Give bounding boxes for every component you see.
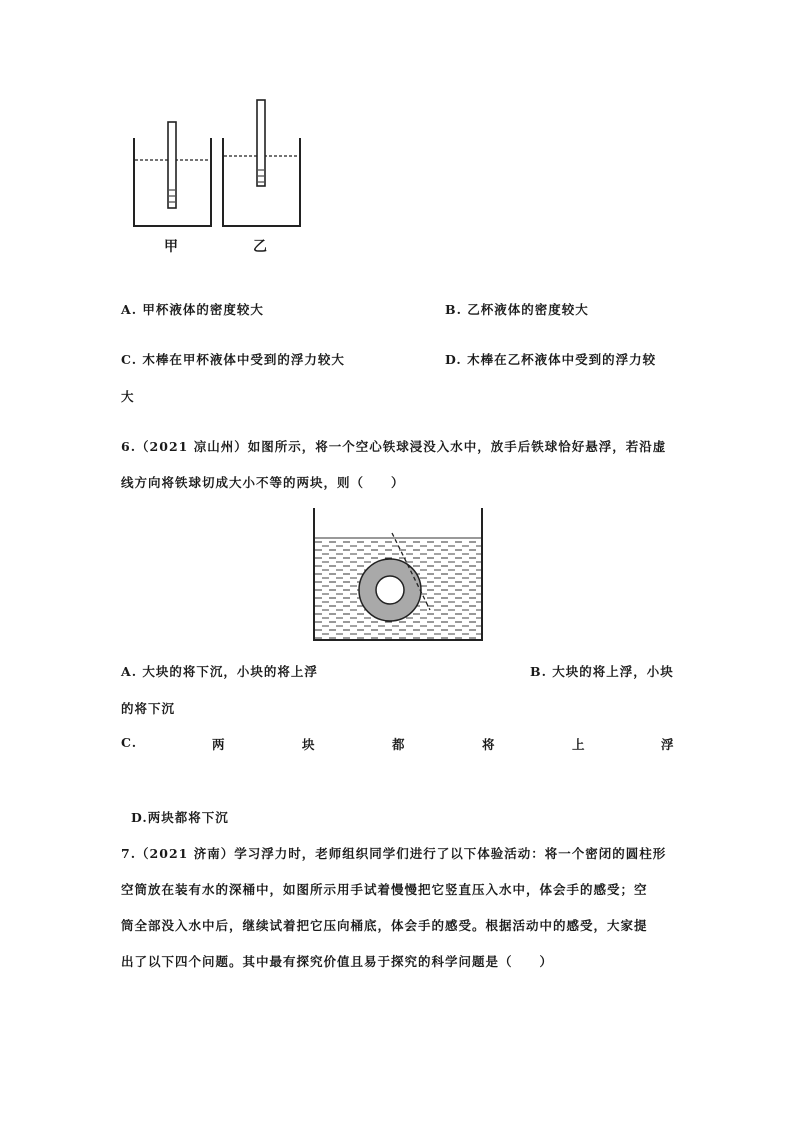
q6-option-c-char: 将 — [482, 737, 496, 752]
q7-stem-line3: 筒全部没入水中后，继续试着把它压向桶底，体会手的感受。根据活动中的感受，大家提 — [121, 918, 648, 933]
q6-option-c-char: 都 — [392, 737, 406, 752]
q6-option-c-char: 块 — [302, 737, 316, 752]
q6-option-c-char: 上 — [572, 737, 586, 752]
q7-stem-line1: 7.（2021 济南）学习浮力时，老师组织同学们进行了以下体验活动：将一个密闭的圆柱形 — [121, 846, 667, 861]
q6-option-b-line1: B. 大块的将上浮，小块 — [530, 664, 674, 679]
q6-option-c-char: 两 — [212, 737, 226, 752]
q6-stem-line2: 线方向将铁球切成大小不等的两块，则（ ） — [121, 475, 405, 490]
q5-option-d-line2: 大 — [121, 389, 135, 404]
hollow-ball — [359, 559, 421, 621]
q6-stem-line1: 6.（2021 凉山州）如图所示，将一个空心铁球浸没入水中，放手后铁球恰好悬浮，若沿虚 — [121, 439, 667, 454]
q5-option-b: B. 乙杯液体的密度较大 — [445, 302, 589, 317]
q6-option-a: A. 大块的将下沉，小块的将上浮 — [121, 664, 318, 679]
q6-option-d: D.两块都将下沉 — [131, 810, 229, 825]
q5-option-c: C. 木棒在甲杯液体中受到的浮力较大 — [121, 352, 345, 367]
q5-option-d-line1: D. 木棒在乙杯液体中受到的浮力较 — [445, 352, 657, 367]
q6-option-c-label: C. — [121, 735, 138, 750]
q6-option-c-char: 浮 — [661, 737, 675, 752]
q7-stem-line2: 空筒放在装有水的深桶中，如图所示用手试着慢慢把它竖直压入水中，体会手的感受；空 — [121, 882, 648, 897]
q5-option-a: A. 甲杯液体的密度较大 — [121, 302, 264, 317]
q7-stem-line4: 出了以下四个问题。其中最有探究价值且易于探究的科学问题是（ ） — [121, 954, 554, 969]
figure-label-yi: 乙 — [253, 239, 267, 255]
q6-option-b-line2: 的将下沉 — [121, 701, 176, 716]
figure-label-jia: 甲 — [164, 239, 178, 255]
